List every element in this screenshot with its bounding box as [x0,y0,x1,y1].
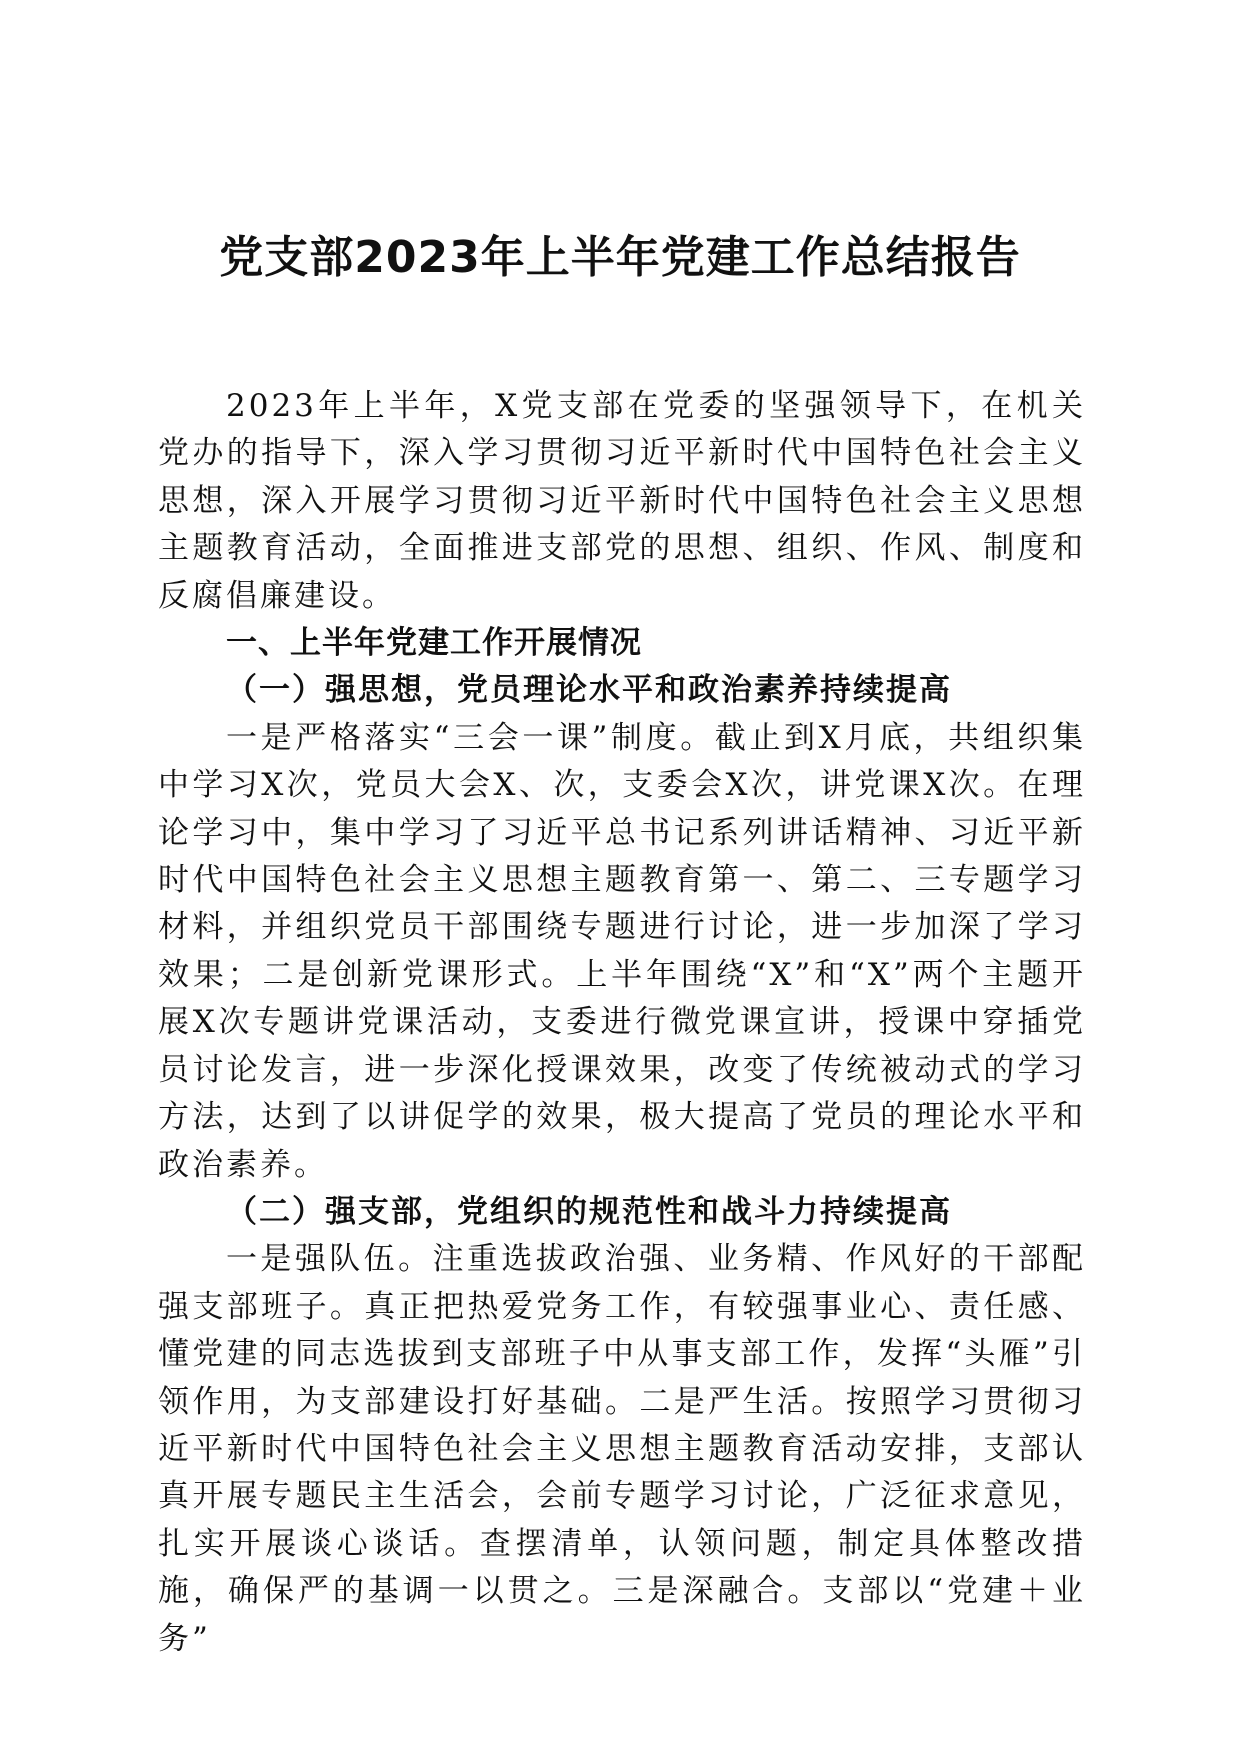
document-body [158,383,1086,1663]
document-title: 党支部2023年上半年党建工作总结报告 [219,232,1021,283]
subsection-heading-1: （一）强思想，党员理论水平和政治素养持续提高 [226,672,952,709]
subsection-1-paragraph: 一是严格落实“三会一课”制度。截止到X月底，共组织集中学习X次，党员大会X、次，支委会X次，讲党课X次。在理论学习中，集中学习了习近平总书记系列讲话精神、习近平新时代中国特色社会主义思想主题教育第一、第二、三专题学习材料，并组织党员干部围绕专题进行讨论，进一步加深了学习效果；二是创新党课形式。上半年围绕“X”和“X”两个主题开展X次专题讲党课活动，支委进行微党课宣讲，授课中穿插党员讨论发言，进一步深化授课效果，改变了传统被动式的学习方法，达到了以讲促学的效果，极大提高了党员的理论水平和政治素养。 [158,719,1086,1183]
intro-paragraph: 2023年上半年，X党支部在党委的坚强领导下，在机关党办的指导下，深入学习贯彻习近平新时代中国特色社会主义思想，深入开展学习贯彻习近平新时代中国特色社会主义思想主题教育活动，全面推进支部党的思想、组织、作风、制度和反腐倡廉建设。 [158,388,1086,614]
subsection-2-paragraph: 一是强队伍。注重选拔政治强、业务精、作风好的干部配强支部班子。真正把热爱党务工作，有较强事业心、责任感、懂党建的同志选拔到支部班子中从事支部工作，发挥“头雁”引领作用，为支部建设打好基础。二是严生活。按照学习贯彻习近平新时代中国特色社会主义思想主题教育活动安排，支部认真开展专题民主生活会，会前专题学习讨论，广泛征求意见，扎实开展谈心谈话。查摆清单，认领问题，制定具体整改措施，确保严的基调一以贯之。三是深融合。支部以“党建＋业务” [158,1241,1086,1657]
subsection-heading-2: （二）强支部，党组织的规范性和战斗力持续提高 [226,1193,952,1230]
section-heading-1: 一、上半年党建工作开展情况 [226,625,642,662]
